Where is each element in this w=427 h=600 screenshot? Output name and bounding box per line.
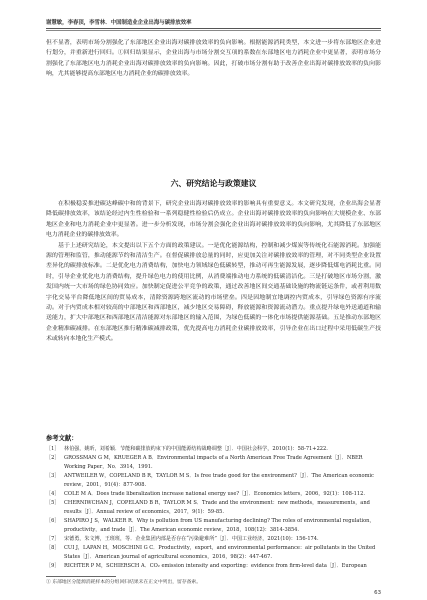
reference-number: ［8］ bbox=[46, 545, 60, 551]
section-body bbox=[46, 199, 381, 345]
reference-text: RICHTER P M，SCHIERSCH A．CO₂ emission intensity and exporting：evidence from firm-level data［J］．European bbox=[64, 563, 367, 569]
reference-item bbox=[46, 544, 381, 562]
reference-item bbox=[46, 535, 381, 544]
footnote: ① 东部地区分能源消耗样本的分组回归结果未在正文中列出，留存备索。 bbox=[46, 580, 202, 585]
reference-number: ［9］ bbox=[46, 563, 60, 569]
policy-paragraph: 基于上述研究结论，本文提出以下五个方面的政策建议。一是优化能源结构，控制和减少煤炭等传统化石能源消耗。加强能源的管理和监管，推动能源节约和清洁生产。在督促碳排放总量的同时，应更加关注对碳排放效率的管理，对不同类型企业设置差异化的碳排放标准。二是优化电力消费结构，加快电力领域绿色低碳转型，推动可再生能源发展，逐步降低煤电消耗比重。同时，引导企业优化电力消费结构，提升绿色电力的使用比例，从消费端推动电力系统的低碳清洁化。三是打破地区市场分割，激发国内统一大市场的绿色协同效应。加快制定促进公平竞争的政策，通过改善地区间交通基础设施的物流链运条件，或者利用数字化交易平台降低地区间的贸易成本，清除资源跨地区流动的市场壁垒。四是因地制宜地调控内贸成本，引导绿色资源有序流动。对于内贸成本相对较高的中部地区和西部地区，减少地区交易障碍，释放能源和资源流动潜力。重点提升绿电外送通道和输送能力，扩大中部地区和西部地区清洁能源对东部地区的输入范围，为绿色低碳的一体化市场提供能源基础。五是推动东部地区企业精准碳减排。在东部地区推行精准碳减排政策，优先提高电力消耗企业碳排放效率，引导企业在出口过程中采用低碳生产技术或转向本地化生产模式。 bbox=[46, 242, 381, 343]
reference-number: ［5］ bbox=[46, 500, 60, 506]
reference-number: ［6］ bbox=[46, 518, 60, 524]
reference-text: 林伯强，姚昕，刘希颖．节能和碳排放约束下的中国能源结构战略调整［J］．中国社会科学，2010(1)：58-71+222. bbox=[64, 446, 328, 452]
reference-item bbox=[46, 517, 381, 535]
references-list bbox=[46, 445, 381, 571]
reference-item bbox=[46, 499, 381, 517]
reference-text: SHAPIRO J S，WALKER R．Why is pollution from US manufacturing declining? The roles of environmental regulation，productivity，and trade［J］．The American economic review，2018，108(12)：3814-3854. bbox=[64, 518, 375, 533]
running-head: 谢慧敏，李春顶，李雪林．中国制造业企业出海与碳排放效率 bbox=[46, 20, 192, 26]
reference-item bbox=[46, 472, 381, 490]
references-title: 参考文献： bbox=[46, 435, 78, 442]
reference-text: COLE M A．Does trade liberalization increase national energy use?［J］．Economics letters，2006，92(1)：108-112. bbox=[64, 491, 365, 497]
intro-text-block bbox=[46, 38, 381, 80]
reference-text: ANTWEILER W，COPELAND B R，TAYLOR M S．Is free trade good for the environment?［J］．The American economic review，2001，91(4)：877-908. bbox=[64, 473, 374, 488]
page-number: 63 bbox=[374, 590, 381, 596]
reference-item bbox=[46, 490, 381, 499]
header-divider-secondary bbox=[46, 30, 381, 31]
reference-number: ［7］ bbox=[46, 536, 60, 542]
reference-text: CUI J，LAPAN H，MOSCHINI G C．Productivity，export，and environmental performance：air pollutants in the United States［J］．American journal of agricultural economics，2016，98(2)：447-467. bbox=[64, 545, 376, 560]
reference-text: 宋德勇，朱文博，王班班，等．企业集团内部是否存在“污染避难所”［J］．中国工业经济，2021(10)：156-174. bbox=[64, 536, 319, 542]
reference-text: GROSSMAN G M，KRUEGER A B．Environmental impacts of a North American Free Trade Agreement［J］．NBER Working Paper，No．3914，1991. bbox=[64, 455, 363, 470]
reference-item bbox=[46, 454, 381, 472]
reference-text: CHERNIWCHAN J，COPELAND B R，TAYLOR M S．Trade and the environment：new methods，measurements，and results［J］．Annual review of economics，2017，9(1)：59-85. bbox=[64, 500, 370, 515]
reference-number: ［3］ bbox=[46, 473, 60, 479]
footnote-divider bbox=[46, 576, 116, 577]
conclusion-paragraph: 在积极稳妥推进碳达峰碳中和的背景下，研究企业出海对碳排放效率的影响具有重要意义。本文研究发现，企业出海会显著降低碳排放效率，该结论经过内生性检验和一系列稳健性检验后仍成立。企业出海对碳排放效率的负向影响在大规模企业、东部地区企业和电力消耗企业中更显著。进一步分析发现，市场分割会强化企业出海对碳排放效率的负向影响，尤其降低了东部地区电力消耗企业的碳排放效率。 bbox=[46, 201, 381, 239]
reference-number: ［1］ bbox=[46, 446, 60, 452]
intro-paragraph: 但不显著，表明市场分割强化了东部地区企业出海对碳排放效率的负向影响。根据能源消耗类型，本文进一步将东部地区企业进行划分，并重新进行回归。①回归结果显示，企业出海与市场分割交互项的系数在东部地区电力消耗企业中更显著，表明市场分割强化了东部地区电力消耗企业出海对碳排放效率的负向影响。因此，打破市场分割有助于改善企业出海对碳排放效率的负向影响，尤其能够提高东部地区电力消耗企业的碳排放效率。 bbox=[46, 40, 381, 78]
reference-item bbox=[46, 562, 381, 571]
reference-number: ［4］ bbox=[46, 491, 60, 497]
reference-number: ［2］ bbox=[46, 455, 60, 461]
reference-item bbox=[46, 445, 381, 454]
section-title: 六、研究结论与政策建议 bbox=[170, 179, 257, 188]
